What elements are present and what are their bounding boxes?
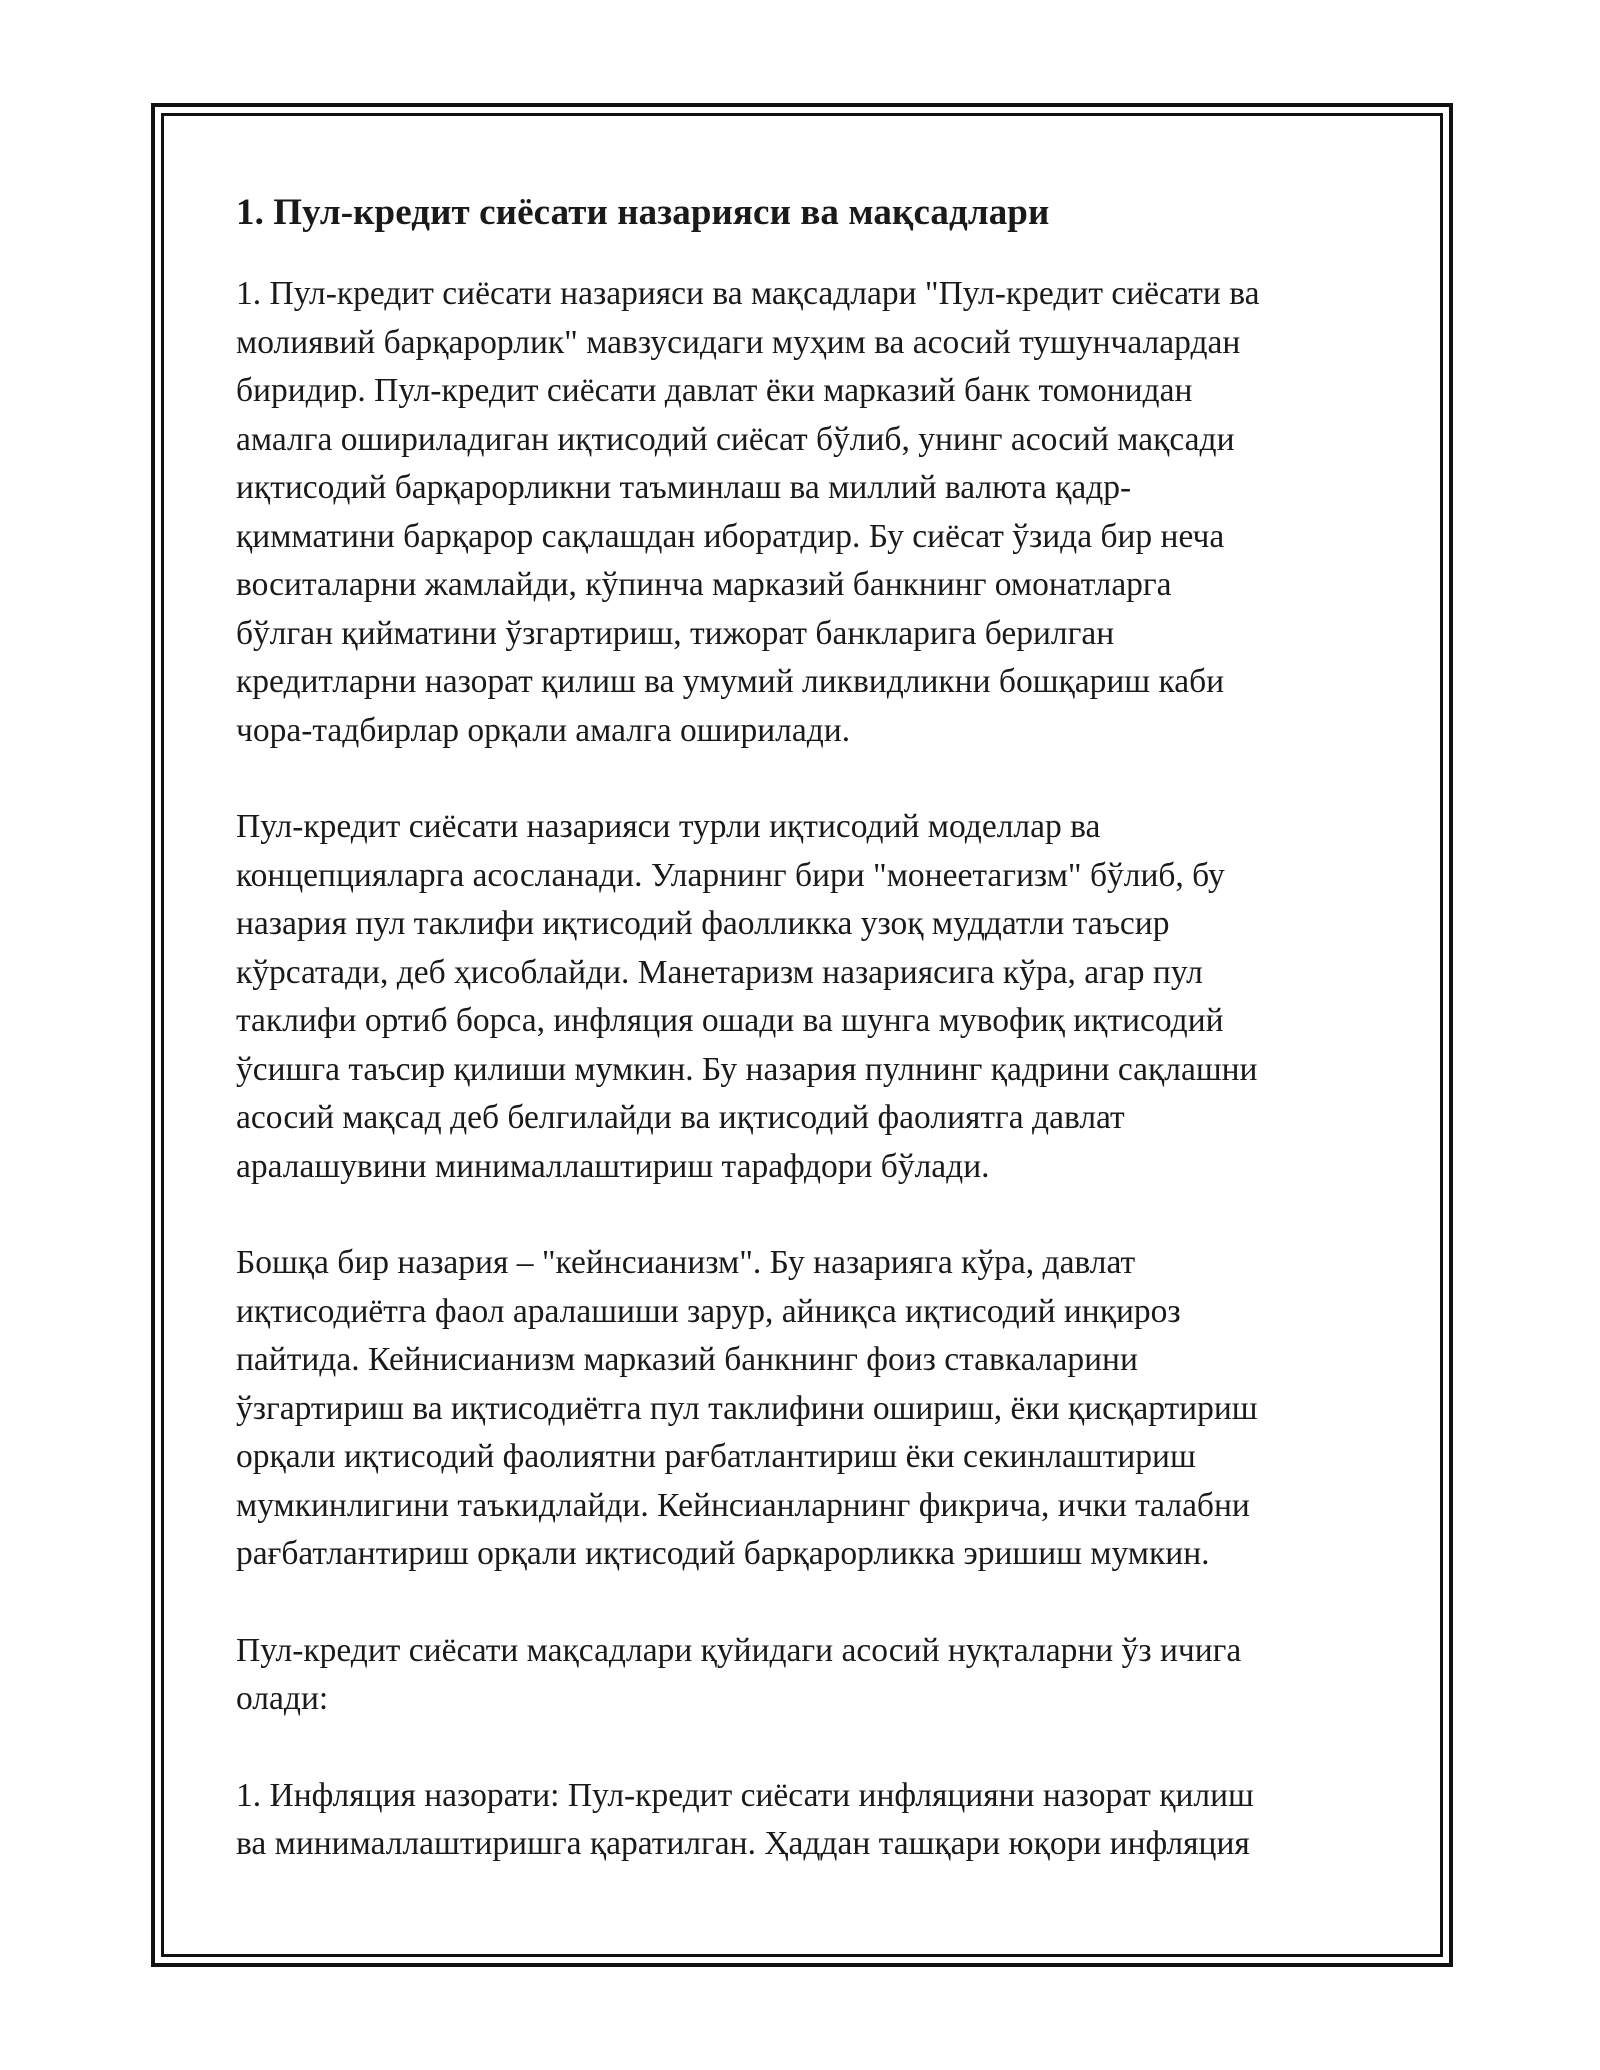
paragraph-keynesianism: Бошқа бир назария – "кейнсианизм". Бу назарияга кўра, давлат иқтисодиётга фаол аралашиши зарур, айниқса иқтисодий инқироз пайтида. Кейнисианизм марказий банкнинг фоиз ставкаларини ўзгартириш ва иқтисодиётга пул таклифини ошириш, ёки қисқартириш орқали иқтисодий фаолиятни рағбатлантириш ёки секинлаштириш мумкинлигини таъкидлайди. Кейнсианларнинг фикрича, ички талабни рағбатлантириш орқали иқтисодий барқарорликка эришиш мумкин. <box>236 1244 1258 1572</box>
paragraph-inflation-control: 1. Инфляция назорати: Пул-кредит сиёсати инфляцияни назорат қилиш ва минималлаштиришга қаратилган. Ҳаддан ташқари юқори инфляция <box>236 1776 1254 1862</box>
paragraph-goals-intro: Пул-кредит сиёсати мақсадлари қуйидаги асосий нуқталарни ўз ичига олади: <box>236 1631 1242 1717</box>
paragraph-monetarism: Пул-кредит сиёсати назарияси турли иқтисодий моделлар ва концепцияларга асосланади. Уларнинг бири "монеетагизм" бўлиб, бу назария пул таклифи иқтисодий фаолликка узоқ муддатли таъсир кўрсатади, деб ҳисоблайди. Манетаризм назариясига кўра, агар пул таклифи ортиб борса, инфляция ошади ва шунга мувофиқ иқтисодий ўсишга таъсир қилиши мумкин. Бу назария пулнинг қадрини сақлашни асосий мақсад деб белгилайди ва иқтисодий фаолиятга давлат аралашувини минималлаштириш тарафдори бўлади. <box>236 808 1258 1185</box>
paragraph-intro: 1. Пул-кредит сиёсати назарияси ва мақсадлари "Пул-кредит сиёсати ва молиявий барқарорлик" мавзусидаги муҳим ва асосий тушунчалардан биридир. Пул-кредит сиёсати давлат ёки марказий банк томонидан амалга ошириладиган иқтисодий сиёсат бўлиб, унинг асосий мақсади иқтисодий барқарорликни таъминлаш ва миллий валюта қадр- қимматини барқарор сақлашдан иборатдир. Бу сиёсат ўзида бир неча воситаларни жамлайди, кўпинча марказий банкнинг омонатларга бўлган қийматини ўзгартириш, тижорат банкларига берилган кредитларни назорат қилиш ва умумий ликвидликни бошқариш каби чора-тадбирлар орқали амалга оширилади. <box>236 275 1260 749</box>
section-heading: 1. Пул-кредит сиёсати назарияси ва мақсадлари <box>236 192 1050 233</box>
document-body <box>236 186 1386 1917</box>
